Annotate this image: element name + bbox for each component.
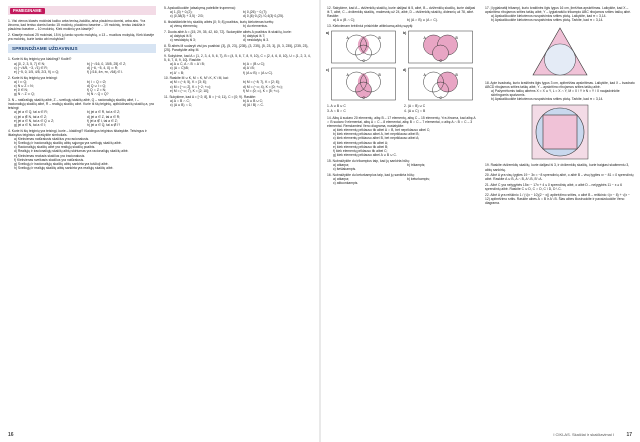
option: g) N ∩ Z ⊂ Q; [14, 92, 35, 97]
inscribed-circle-triangle [530, 26, 590, 78]
exercise [327, 159, 477, 171]
q13-options [327, 104, 477, 112]
option: f) {√16, 4π, π², √64} ∈ I. [87, 69, 124, 74]
exercise-list [164, 6, 312, 107]
exercise [164, 95, 312, 107]
exercise-list [485, 81, 635, 102]
exercise [485, 81, 635, 102]
option: c) (0,38(3) + 3,5) · 2/3; [170, 14, 204, 19]
option: e) {−5, 0, 1/5, 4/5, 2/3, 9} ⊂ Q; [14, 69, 60, 74]
option: b) 0,(26) − 0,(7); [243, 10, 268, 15]
option: b) dalytųsi iš 7; [243, 34, 266, 39]
option: d) nesidalytų iš 3. [243, 38, 270, 43]
option: h) Sveikųjų ir realiųjų skaičių aibių sankirta yra realiųjų skaičių aibė. [14, 166, 114, 171]
section-header [8, 44, 156, 53]
option: e) A′ ∩ B; [170, 70, 184, 75]
option: f) (A ∪ B) ∩ (A ∪ C). [243, 70, 273, 75]
exercise-list [327, 116, 477, 186]
section-title: SPRENDŽIAME UŽDAVINIUS [12, 45, 78, 51]
exercise-text: 6. Išsiaiškinkite trių skaičių aibės {0; 5; 8} poaibius, kurių kiekvienas turėtų: [164, 20, 275, 25]
right-column-2 [485, 6, 635, 207]
exercise-text: 7. Duota aibė A = {15, 29, 35, 42, 60, 72}. Sudarykite aibės A poaibius iš skaičių, kurie: [164, 29, 292, 34]
option: a) kiek elementų priklauso tik aibei A ∩ B, bet nepriklauso aibei C; [333, 128, 431, 133]
option: f) kiek elementų priklauso tik aibei C; [333, 148, 388, 153]
exercise-options [485, 89, 635, 101]
option: 2. (A ∩ B) ∪ C [404, 104, 426, 109]
exercise-text: 8. Ši aibės M sudaryti visi jos poaibiai: {3}, {5, 23}, {235}, {3, 235}, {5, 23, 3}, {5, 3, 235}, {235, 23}, {25}. Parašykite aibę M. [164, 44, 309, 53]
option: c) kiek elementų priklauso aibei B, bet nepriklauso aibei A; [333, 136, 420, 141]
page-number: 16 [8, 431, 14, 438]
square-figure [485, 104, 635, 160]
option: g) Sveikųjų ir iracionaliųjų skaičių aibių sankirta yra tuščioji aibė. [14, 161, 109, 166]
exercise-text: 3. N – natūraliųjų skaičių aibė, Z – sveikųjų skaičių aibė, Q – racionaliųjų skaičių aibė, I – iracionaliųjų skaičių aibė, R – realiųjų skaičių aibė. Kurie iš šių teiginių, apibūdinančių skaičių a, yra teisingi: [8, 97, 154, 111]
right-page [321, 0, 640, 442]
exercise-text: 13. Kiekvienam brėžiniui priskirkite atitinkamą aibių sąryšį: [327, 24, 414, 29]
exercise [327, 24, 477, 28]
exercise-options [8, 137, 156, 170]
option: a) atkarpa; [333, 163, 349, 167]
exercise-text: 1. Kurie iš šių teiginių yra klaidingi? Kodėl? [8, 57, 72, 62]
exercise-options [164, 99, 312, 107]
option: a) Kiekvienas natūralusis skaičius yra racionalusis. [14, 136, 90, 141]
option: c) {−√4/5, −3, √1} ∈ R; [14, 65, 48, 70]
exercise-list [327, 6, 477, 28]
exercise [327, 173, 477, 185]
exercise-list [485, 6, 635, 23]
exercise-options [164, 10, 312, 18]
exercise-text: 4. Kurie iš šių teiginių yra teisingi, kurie – klaidingi? Klaidingus teiginius ištaisykite. Teisingus ir ištaisytus teiginius užrašykite simboliais. [8, 128, 147, 137]
exercise-text: 19. Raskite dvižemklių skaičių, kurie dalijasi iš 3, ir dvižemklių skaičių, kurie baigiasi skaitmeniu 3, aibių sankirtą. [485, 163, 630, 172]
option: c) jei a ∉ N, tai a ∈ Z; [14, 114, 47, 119]
exercise-options [327, 18, 477, 22]
option: a) vieną elementą; [170, 24, 198, 29]
set-label: A [423, 36, 426, 41]
exercise [485, 6, 635, 23]
option: d) kiek elementų priklauso tik aibei A; [333, 140, 389, 145]
venn-figure-d [404, 67, 477, 101]
exercise-text: 12. Sakykime, kad A – dviženklių skaičių, kurie dalijasi iš 5, aibė, B – dviženklių skaičių, kurie dalijasi iš 7, aibė, C – dviženklių skaičių, mažesnių už 24, aibė, D – dviženklių skaičių, didesnių už 78, aibė. Raskite: [327, 6, 476, 19]
circumscribed-circle-square [530, 104, 590, 160]
option: e) M = (−∞; 7), K = [2; 10]; [170, 88, 209, 93]
option: e) 0 ∈ N; [14, 88, 28, 93]
exercise-text: 2. Kurie iš šių teiginių yra teisingi: [8, 75, 58, 80]
option: a) dalytųsi iš 5; [170, 34, 193, 39]
option: a) I ⊂ Q; [14, 79, 28, 84]
exercise [164, 76, 312, 93]
exercise [8, 98, 156, 127]
exercise-options [164, 34, 312, 42]
venn-figure-a [327, 30, 400, 64]
option: f) M = (0; ∞), K = [5; +∞). [243, 88, 280, 93]
option: b) A ∪ B ∪ C; [243, 98, 263, 103]
option: a) A ∪ (B ∩ C); [333, 18, 356, 23]
option: b) trikampis; [407, 163, 426, 167]
page-number: 17 [626, 431, 632, 438]
option: g) kiek elementų priklauso aibei A ∪ B ∪ C. [333, 153, 397, 158]
option: b) keturkampis; [407, 177, 430, 182]
option: d) {−6, −5, 4, 0} ⊂ R; [87, 65, 119, 70]
option: c) nesidalytų iš 3; [170, 38, 196, 43]
option: a) 1,(3) + 0,(2); [170, 10, 193, 15]
venn-diagrams [327, 30, 477, 101]
option: b) Apskaičiuokite kiekvienos nuspalvintos srities plotą. Tarkite, kad π ≈ 3,14. [491, 18, 604, 23]
option: d) 0,(6)·0,(2) / 0,4(3)·0,(25). [243, 14, 285, 19]
option: c) (A ∩ C)\B; [170, 66, 189, 71]
option: c) šešiakampis. [333, 167, 357, 172]
option: c) M = [−∞; 2], K = [−2; +∞); [170, 84, 212, 89]
exercise-text: 20. Aibė A yra visų lygties 19 − 3x = −8 sprendinių aibė, o aibė B – visų lygties x² − 81 = 0 sprendinių aibė. Raskite A ∪ B, A ∩ B, A \ B, B \ A. [485, 173, 634, 182]
exercise [485, 193, 635, 205]
exercise-options [327, 163, 477, 171]
exercise-text: 16. Nubraižykite du keturkampius taip, kad jų sankirta būtų: [327, 172, 415, 177]
option: d) M = (−∞; 4), K = [0; +∞); [243, 84, 283, 89]
option: a) M = (−4; 5), K = [3; 8]; [170, 80, 207, 85]
option: d) Realiųjų ir iracionaliųjų skaičių aibių skirtumas yra racionaliųjų skaičių aibė. [14, 149, 129, 154]
exercise-options [164, 24, 312, 28]
exercise [8, 76, 156, 97]
exercise-text: 21. Aibė C yra nelygybės 15x² − 17x + 4 ≤ 0 sprendinių aibė, o aibė D – nelygybės 11 − x ≥ 6 sprendinių aibė. Raskite C ∪ D, C ∩ D, C \ D, D \ C. [485, 183, 622, 192]
option: b) A ∩ (B ∪ C); [243, 62, 266, 67]
exercise [164, 30, 312, 42]
set-label: C [439, 59, 442, 64]
exercise-text: 17. Į lygiakraštį trikampį, kurio kraštinės ilgis lygus 16 cm, įbrėžtas apskritimas. Laikykite, kad X – apskritimo ribojamos srities taškų aibė, Y – lygiakraščio trikampio ABC ribojamos srities taškų aibė. [485, 6, 631, 15]
set-label: A [346, 73, 349, 78]
option: c) (A ∪ B) ∩ C; [170, 102, 193, 107]
option: 1. A ∪ B ∪ C [327, 104, 346, 109]
option: c) N ∪ Z = N; [14, 83, 34, 88]
option: d) A \ B; [243, 66, 255, 71]
set-label: B [378, 36, 381, 41]
exercise-text: 15. Nubraižykite du trikampius taip, kad jų sankirta būtų: [327, 158, 410, 163]
exercise [327, 6, 477, 23]
venn-figure-c [327, 67, 400, 101]
set-label: B [378, 73, 381, 78]
option: c) aštuonkampis. [333, 181, 359, 186]
exercise-options [327, 177, 477, 185]
exercise-list [485, 163, 635, 205]
option: a) Apskaičiuokite kiekvienos nuspalvintos srities plotą. Laikykite, kad π ≈ 3,14. [491, 14, 607, 19]
option: c) Racionaliųjų skaičių aibė yra realiųjų skaičių poaibis. [14, 145, 96, 150]
venn-diagram [327, 67, 400, 101]
set-label: B [455, 73, 458, 78]
option: e) jei a ∈ N, tai a ∈ Q ∪ Z; [14, 118, 55, 123]
option: a) Pažymėtomis taškų aibėms X = X ∪ Y, L = X ∩ Y, M = X \ Y ir N = Y \ X naujadvinkite skirtingomis spalvomis. [491, 88, 620, 98]
remember-item: 2. Klasėje mokosi 25 mokiniai, 15 iš jų lanko sporto mokyklą, o 13 – muzikos mokyklą. Kiek klasėje yra mokinių, kurie lanko abi mokyklas? [8, 33, 155, 42]
exercise [164, 20, 312, 28]
option: b) (A ∩ B) ∪ (A ∩ C). [407, 18, 438, 23]
option: 4. (A ∪ C) ∩ B [404, 108, 426, 113]
exercise [485, 163, 635, 171]
remember-header [8, 6, 156, 15]
exercise-text: 5. Apskaičiuokite (atsakymą pateikite trupmena): [164, 6, 236, 10]
footer-title: I CIKLAS. Skaičiai ir skaičiavimai I [553, 431, 614, 437]
exercise-options [8, 80, 156, 97]
option: f) Q ∩ Z = N; [87, 88, 107, 93]
exercise [8, 129, 156, 171]
left-column-1 [8, 6, 156, 172]
option: f) Kiekvienas sveikasis skaičius yra natūralusis. [14, 157, 85, 162]
option: b) M = (−8; 7), K = [2; 8]; [243, 80, 280, 85]
option: a) jei a ∈ Q, tai a ∈ R; [14, 110, 48, 115]
exercise-options [8, 62, 156, 74]
set-label: A [423, 73, 426, 78]
venn-diagram [404, 67, 477, 101]
venn-diagram [404, 30, 477, 64]
exercise-text: 11. Sukykime, kad A = [−2; 8], B = (−4; 11), C = [0; 9). Raskite: [164, 94, 256, 99]
set-label: B [455, 36, 458, 41]
exercise [485, 183, 635, 191]
exercise [164, 54, 312, 75]
venn-diagram [327, 30, 400, 64]
right-column-1 [327, 6, 477, 187]
exercise [485, 173, 635, 181]
option: b) I ∩ Q = ∅; [87, 79, 107, 84]
option: b) kiek elementų priklauso aibei A, bet nepriklauso aibei B; [333, 132, 420, 137]
venn-label: c) [326, 68, 330, 73]
venn-label: d) [403, 68, 407, 73]
remember-tag: PAMEGINAME [10, 8, 45, 14]
option: b) {−√16, 0, 15/5, 25} ∈ Z; [87, 61, 127, 66]
set-label: A [346, 36, 349, 41]
option: e) kiek elementų priklauso tik aibei B; [333, 144, 389, 149]
exercise [164, 6, 312, 18]
exercise-options [8, 110, 156, 127]
exercise [327, 116, 477, 158]
option: h) jei a ∈ Q, tai a ∉ I? [87, 122, 121, 127]
option: d) (A \ B) ∩ C. [243, 102, 264, 107]
option: e) Kiekvienas realusis skaičius yra iracionalusis. [14, 153, 86, 158]
exercise-text: 9. Sukykime, kad A = {1, 2, 3, 4, 5, 6, 7}, B = {4, 5, 6, 7, 8, 9, 10}, C = {2, 4, 6, 8, 10}, U = {1, 2, 3, 4, 5, 6, 7, 8, 9, 10}. Raskite: [164, 53, 311, 63]
remember-item: 1. Visi vienos klasės mokiniai kažko arba tenisą žaidžia, arba plaukimu domisi, arba abu. Yra žinoma, kad tenisu domisi lanko 15 mokinių, plaukimo baseine – 19 mokinių, tenisu žaidžia ir plaukimo baseine – 10 mokinių. Kiek mokinių yra klasėje? [8, 19, 146, 32]
option: b) Sveikųjų ir iracionaliųjų skaičių aibių sąjunga yra sveikųjų skaičių aibė. [14, 141, 122, 146]
left-column-2 [164, 6, 312, 109]
set-label: C [362, 96, 365, 101]
exercise [164, 44, 312, 52]
exercise-options [164, 80, 312, 92]
option: a) atkarpa; [333, 177, 349, 182]
option: g) jei a ∈ N, tai a ∈ I; [14, 122, 47, 127]
option: a) A ∩ B ∩ C; [170, 98, 190, 103]
option: a) A ∪ C, A ∩ B ∩ A \ B; [170, 62, 205, 67]
left-page [0, 0, 319, 442]
venn-label: b) [403, 31, 407, 36]
option: b) jei a ∈ R, tai a ∈ Z; [87, 110, 121, 115]
option: b) Apskaičiuokite kiekvienos nuspalvintos srities plotą. Tarkite, kad π ≈ 3,14. [491, 97, 604, 102]
option: d) jei a ∈ Z, tai a ∈ R; [87, 114, 121, 119]
exercise-text: 14. Aibę A sudaro 20 elementų, aibę B – 17 elementų, aibę C – 15 elementų. Yra žinoma, kad aibę A ∩ B sudaro 9 elementai, aibę A ∩ C – 8 elementai, aibę B ∩ C – 7 elementai, o aibę A ∩ B ∩ C – 3 elementai. Remdamiesi Veno diagrama, nustatykite: [327, 115, 476, 128]
option: h) N ∩ Q = Q? [87, 92, 109, 97]
set-label: C [439, 96, 442, 101]
exercise-text: 10. Raskite M ∪ K, M ∩ K, M \ K, K \ M, kai: [164, 76, 229, 81]
exercise-text: 22. Aibė A yra reiškinio 1 / (√(x − 10)(2 − x)) apibrėžimo srities, o aibė B – reiškinio √(x − 8) + √(x − 12) apibrėžimo sritis. Raskite aibes A ∩ B ir A \ B. Šias aibes iliustruokite ir pavaizduokite Veno diagrama. [485, 193, 630, 206]
venn-figure-b [404, 30, 477, 64]
triangle-figure [485, 26, 635, 78]
option: b) du elementus. [243, 24, 268, 29]
exercise-options [164, 62, 312, 74]
exercise-options [485, 14, 635, 22]
option: 3. A ∩ B ∩ C [327, 108, 346, 113]
option: d) Q ∪ I = Q; [87, 83, 107, 88]
venn-label: a) [326, 31, 330, 36]
option: a) {0, 2, 3, 5, 7} ∈ N; [14, 61, 45, 66]
exercise-text: 18. Apie kvadratą, kurio kraštinės ilgis lygus 3 cm, apibrėžtas apskritimas. Laikykite, kad X – kvadrato ABCD ribojamos srities taškų aibė, Y – apskritimo ribojamos srities taškų aibė. [485, 80, 635, 89]
exercise-list [8, 57, 156, 170]
exercise [8, 57, 156, 74]
exercise-options [327, 128, 477, 157]
option: f) jei a ∉ I, tai a ∈ Z; [87, 118, 118, 123]
set-label: C [362, 59, 365, 64]
